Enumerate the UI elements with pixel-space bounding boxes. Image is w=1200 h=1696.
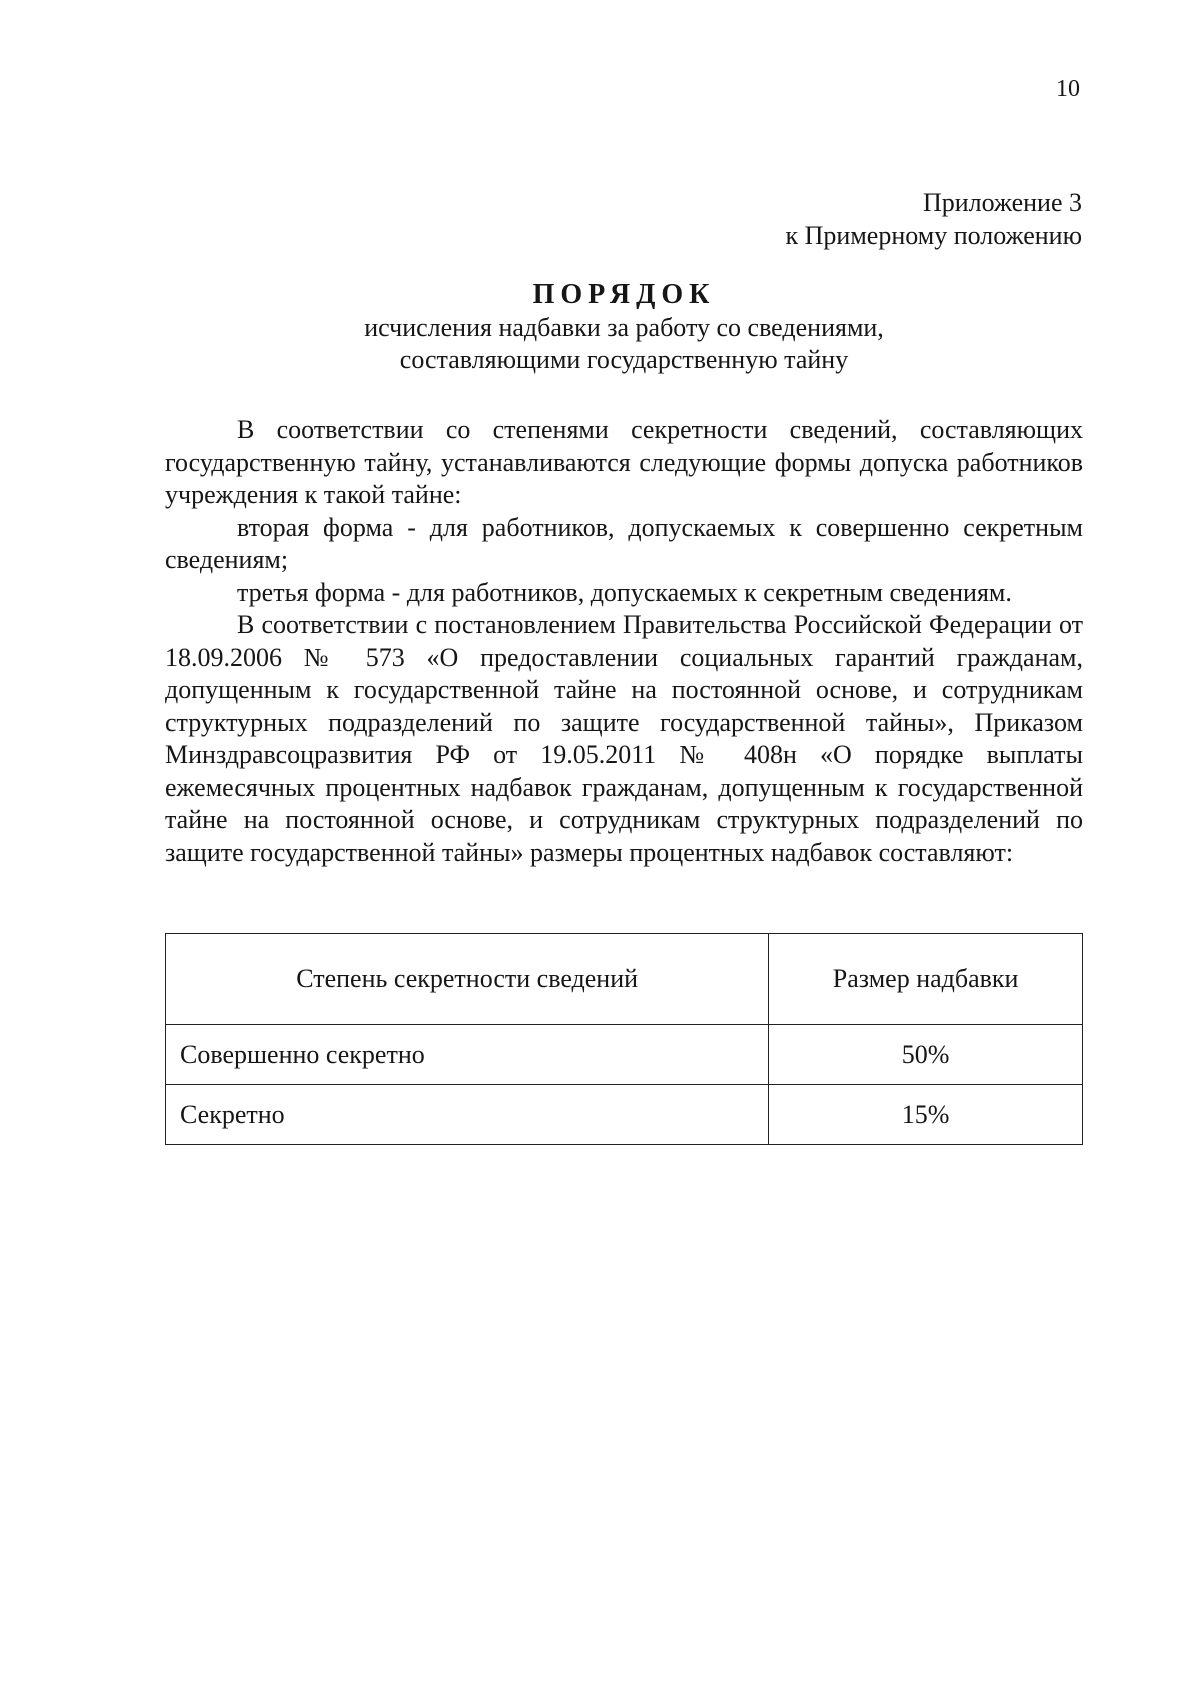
document-title: ПОРЯДОК xyxy=(532,279,716,310)
page-number: 10 xyxy=(1056,76,1080,102)
header-allowance-size: Размер надбавки xyxy=(769,934,1083,1025)
table-row xyxy=(166,1025,1083,1085)
appendix-line-1: Приложение 3 xyxy=(922,188,1082,217)
cell-allowance-size: 15% xyxy=(769,1085,1083,1145)
allowance-table xyxy=(165,933,1083,1145)
paragraph-intro: В соответствии со степенями секретности сведений, составляющих государственную тайну, устанавливаются следующие формы допуска работников учреждения к такой тайне: xyxy=(165,415,1083,509)
paragraph-legal-basis: В соответствии с постановлением Правительства Российской Федерации от 18.09.2006 № 573 «О предоставлении социальных гарантий гражданам, допущенным к государственной тайне на постоянной основе, и сотрудникам структурных подразделений по защите государственной тайны», Приказом Минздравсоцразвития РФ от 19.05.2011 № 408н «О порядке выплаты ежемесячных процентных надбавок гражданам, допущенным к государственной тайне на постоянной основе, и сотрудникам структурных подразделений по защите государственной тайны» размеры процентных надбавок составляют: xyxy=(165,610,1083,867)
table-row xyxy=(166,1085,1083,1145)
paragraph-second-form: вторая форма - для работников, допускаемых к совершенно секретным сведениям; xyxy=(165,512,1083,574)
table-header-row xyxy=(166,934,1083,1025)
paragraph-third-form: третья форма - для работников, допускаемых к секретным сведениям. xyxy=(237,577,1012,607)
subtitle-line-1: исчисления надбавки за работу со сведениями, xyxy=(364,313,884,342)
cell-secrecy-degree: Совершенно секретно xyxy=(166,1025,769,1085)
cell-allowance-size: 50% xyxy=(769,1025,1083,1085)
header-secrecy-degree: Степень секретности сведений xyxy=(166,934,769,1025)
title-block xyxy=(165,278,1083,376)
body-text xyxy=(165,414,1083,869)
cell-secrecy-degree: Секретно xyxy=(166,1085,769,1145)
subtitle-line-2: составляющими государственную тайну xyxy=(399,345,849,374)
appendix-line-2: к Примерному положению xyxy=(785,221,1082,250)
appendix-reference xyxy=(786,186,1083,252)
